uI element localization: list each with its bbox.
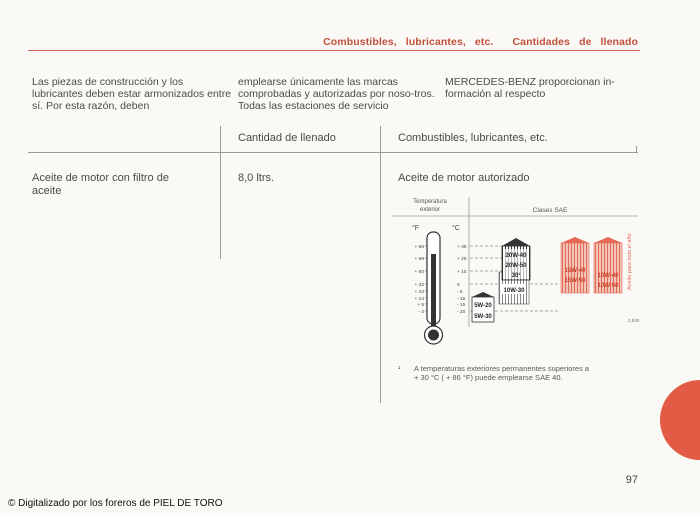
c-tick-label: 0 <box>457 283 460 288</box>
section-thumb-tab <box>660 380 700 460</box>
header-subsection: Cantidades de llenado <box>512 36 638 48</box>
figure-code: 2.830 <box>628 318 640 323</box>
f-tick-label: + 32 <box>414 283 424 288</box>
page-number: 97 <box>625 474 638 486</box>
col-header-quantity: Cantidad de llenado <box>238 132 336 144</box>
unit-f: °F <box>412 225 420 232</box>
side-note: Aceite para todo el año <box>627 233 633 290</box>
grade-15w50: 15W-50 <box>564 278 586 284</box>
intro-col-3: MERCEDES-BENZ proporcionan in-formación al respecto <box>445 76 615 100</box>
grades-title: Clases SAE <box>532 207 568 214</box>
temp-title-line2: exterior <box>419 207 441 213</box>
intro-col-1: Las piezas de construcción y los lubricantes deben estar armonizados entre sí. Por esta razón, deben <box>32 76 232 112</box>
digitization-credit: © Digitalizado por los foreros de PIEL DE TORO <box>8 498 223 509</box>
grade-5w30: 5W-30 <box>474 314 492 320</box>
temp-title-line1: Temperatura <box>413 199 447 205</box>
c-tick-label: + 10 <box>457 270 467 275</box>
f-tick-label: - 4 <box>418 310 424 315</box>
grade-10w40: 10W-40 <box>597 273 619 279</box>
footnote-line-1: A temperaturas exteriores permanentes superiores a <box>414 364 590 373</box>
f-tick-label: + 86 <box>414 245 424 250</box>
footnote-marker: ¹ <box>398 364 401 373</box>
grade-20w40: 20W-40 <box>505 253 527 259</box>
sae-viscosity-diagram <box>390 192 640 352</box>
row-item: Aceite de motor con filtro de aceite <box>32 172 169 197</box>
f-tick-label: + 14 <box>414 297 424 302</box>
c-tick-label: - 5 <box>457 290 463 295</box>
f-tick-label: + 5 <box>417 303 424 308</box>
unit-c: °C <box>452 225 460 232</box>
grade-15w40: 15W-40 <box>564 268 586 274</box>
header-rule <box>28 50 640 51</box>
grade-30: 30¹ <box>511 273 521 279</box>
footnote-line-2: + 30 °C ( + 86 °F) puede emplearse SAE 40. <box>414 373 563 382</box>
grade-10w30: 10W-30 <box>503 288 525 294</box>
c-tick-label: + 20 <box>457 257 467 262</box>
grade-10w50: 10W-50 <box>597 283 619 289</box>
f-tick-label: + 50 <box>414 270 424 275</box>
f-tick-label: + 68 <box>414 257 424 262</box>
table-divider-1 <box>220 126 221 259</box>
table-divider-2 <box>380 126 381 403</box>
intro-col-2: emplearse únicamente las marcas comprobadas y autorizadas por noso-tros. Todas las estaciones de servicio <box>238 76 435 112</box>
row-spec: Aceite de motor autorizado <box>398 172 530 184</box>
table-header-rule <box>28 152 638 153</box>
grade-5w20: 5W-20 <box>474 303 492 309</box>
c-tick-label: - 15 <box>457 303 466 308</box>
row-quantity: 8,0 ltrs. <box>238 172 275 184</box>
header-section: Combustibles, lubricantes, etc. <box>323 36 494 48</box>
running-header <box>323 36 638 48</box>
c-tick-label: + 30 <box>457 245 467 250</box>
table-end-tick <box>636 146 637 152</box>
col-header-lubricants: Combustibles, lubricantes, etc. <box>398 132 548 144</box>
c-tick-label: - 10 <box>457 297 466 302</box>
grade-20w50: 20W-50 <box>505 263 527 269</box>
c-tick-label: - 20 <box>457 310 466 315</box>
f-tick-label: + 23 <box>414 290 424 295</box>
